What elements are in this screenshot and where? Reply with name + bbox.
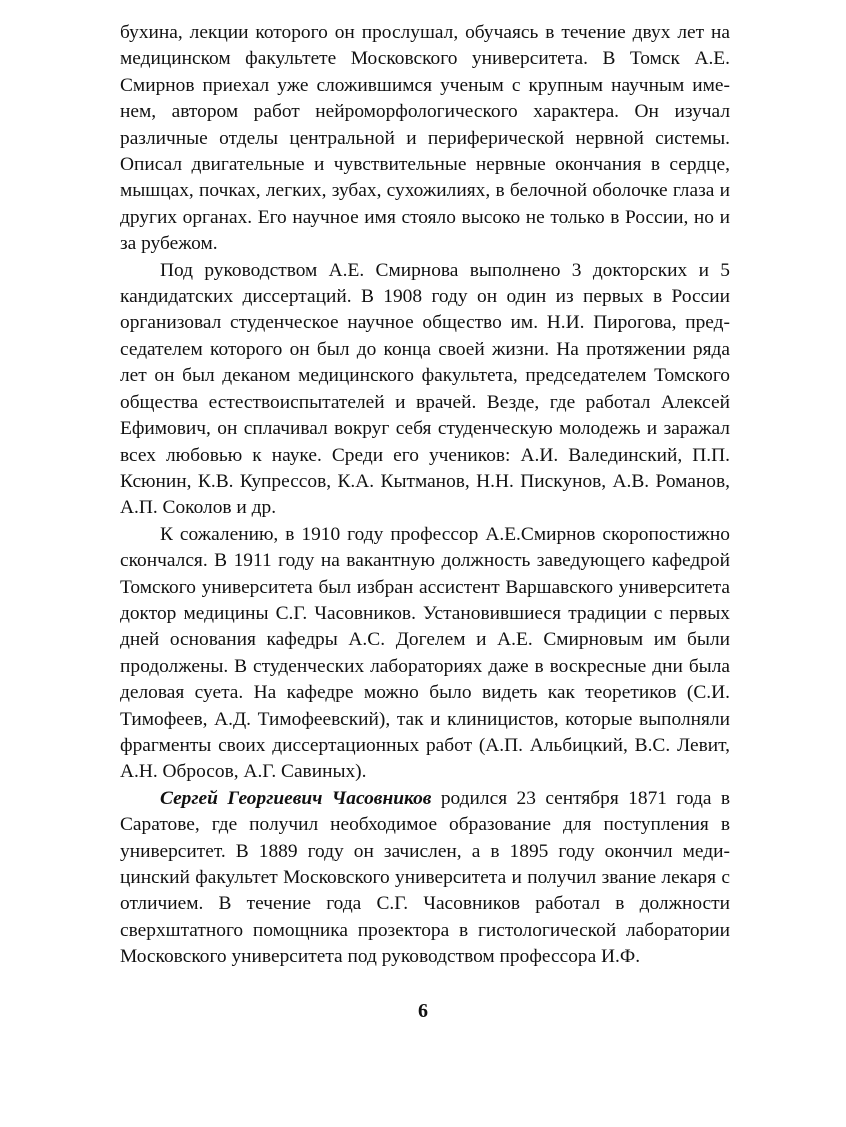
paragraph-1: бухина, лекции которого он прослушал, обучаясь в течение двух лет на медицинском факультете Московского университета. В Томск А.Е. Смирнов приехал уже сложившимся ученым с крупным научным именем, автором работ нейроморфологического характера. Он изучал различные отделы центральной и периферической нервной системы. Описал двигательные и чувствительные нервные окончания в сердце, мышцах, почках, легких, зубах, сухожилиях, в белочной оболочке глаза и других органах. Его научное имя стояло высоко не только в России, но и за рубежом. [120,22,730,255]
person-name-bold-italic: Сергей Георгиевич Часовников [160,787,432,809]
page-number: 6 [418,1000,428,1022]
page-body [120,20,730,971]
paragraph-4-text: родился 23 сентября 1871 года в Саратове, где получил необходимое образование для поступления в университет. В 1889 году он зачислен, а в 1895 году окончил медицинский факультет Московского университета и получил звание лекаря с отличием. В течение года С.Г. Часовников работал в должности сверхштатного помощника прозектора в гистологической лаборатории Московского университета под руководством профессора И.Ф. [120,787,730,968]
paragraph-3: К сожалению, в 1910 году профессор А.Е.Смирнов скоропостижно скончался. В 1911 году на вакантную должность заведующего кафедрой Томского университета был избран ассистент Варшавского университета доктор медицины С.Г. Часовников. Установившиеся традиции с первых дней основания кафедры А.С. Догелем и А.Е. Смирновым им были продолжены. В студенческих лабораториях даже в воскресные дни была деловая суета. На кафедре можно было видеть как теоретиков (С.И. Тимофеев, А.Д. Тимофеевский), так и клиницистов, которые выполняли фрагменты своих диссертационных работ (А.П. Альбицкий, В.С. Левит, А.Н. Обросов, А.Г. Савиных). [120,523,730,783]
paragraph-2: Под руководством А.Е. Смирнова выполнено 3 докторских и 5 кандидатских диссертаций. В 1908 году он один из первых в России организовал студенческое научное общество им. Н.И. Пирогова, председателем которого он был до конца своей жизни. На протяжении ряда лет он был деканом медицинского факультета, председателем Томского общества естествоиспытателей и врачей. Везде, где работал Алексей Ефимович, он сплачивал вокруг себя студенческую молодежь и заражал всех любовью к науке. Среди его учеников: А.И. Валединский, П.П. Ксюнин, К.В. Купрессов, К.А. Кытманов, Н.Н. Пискунов, А.В. Романов, А.П. Соколов и др. [120,259,730,519]
paragraph-4 [120,786,730,971]
